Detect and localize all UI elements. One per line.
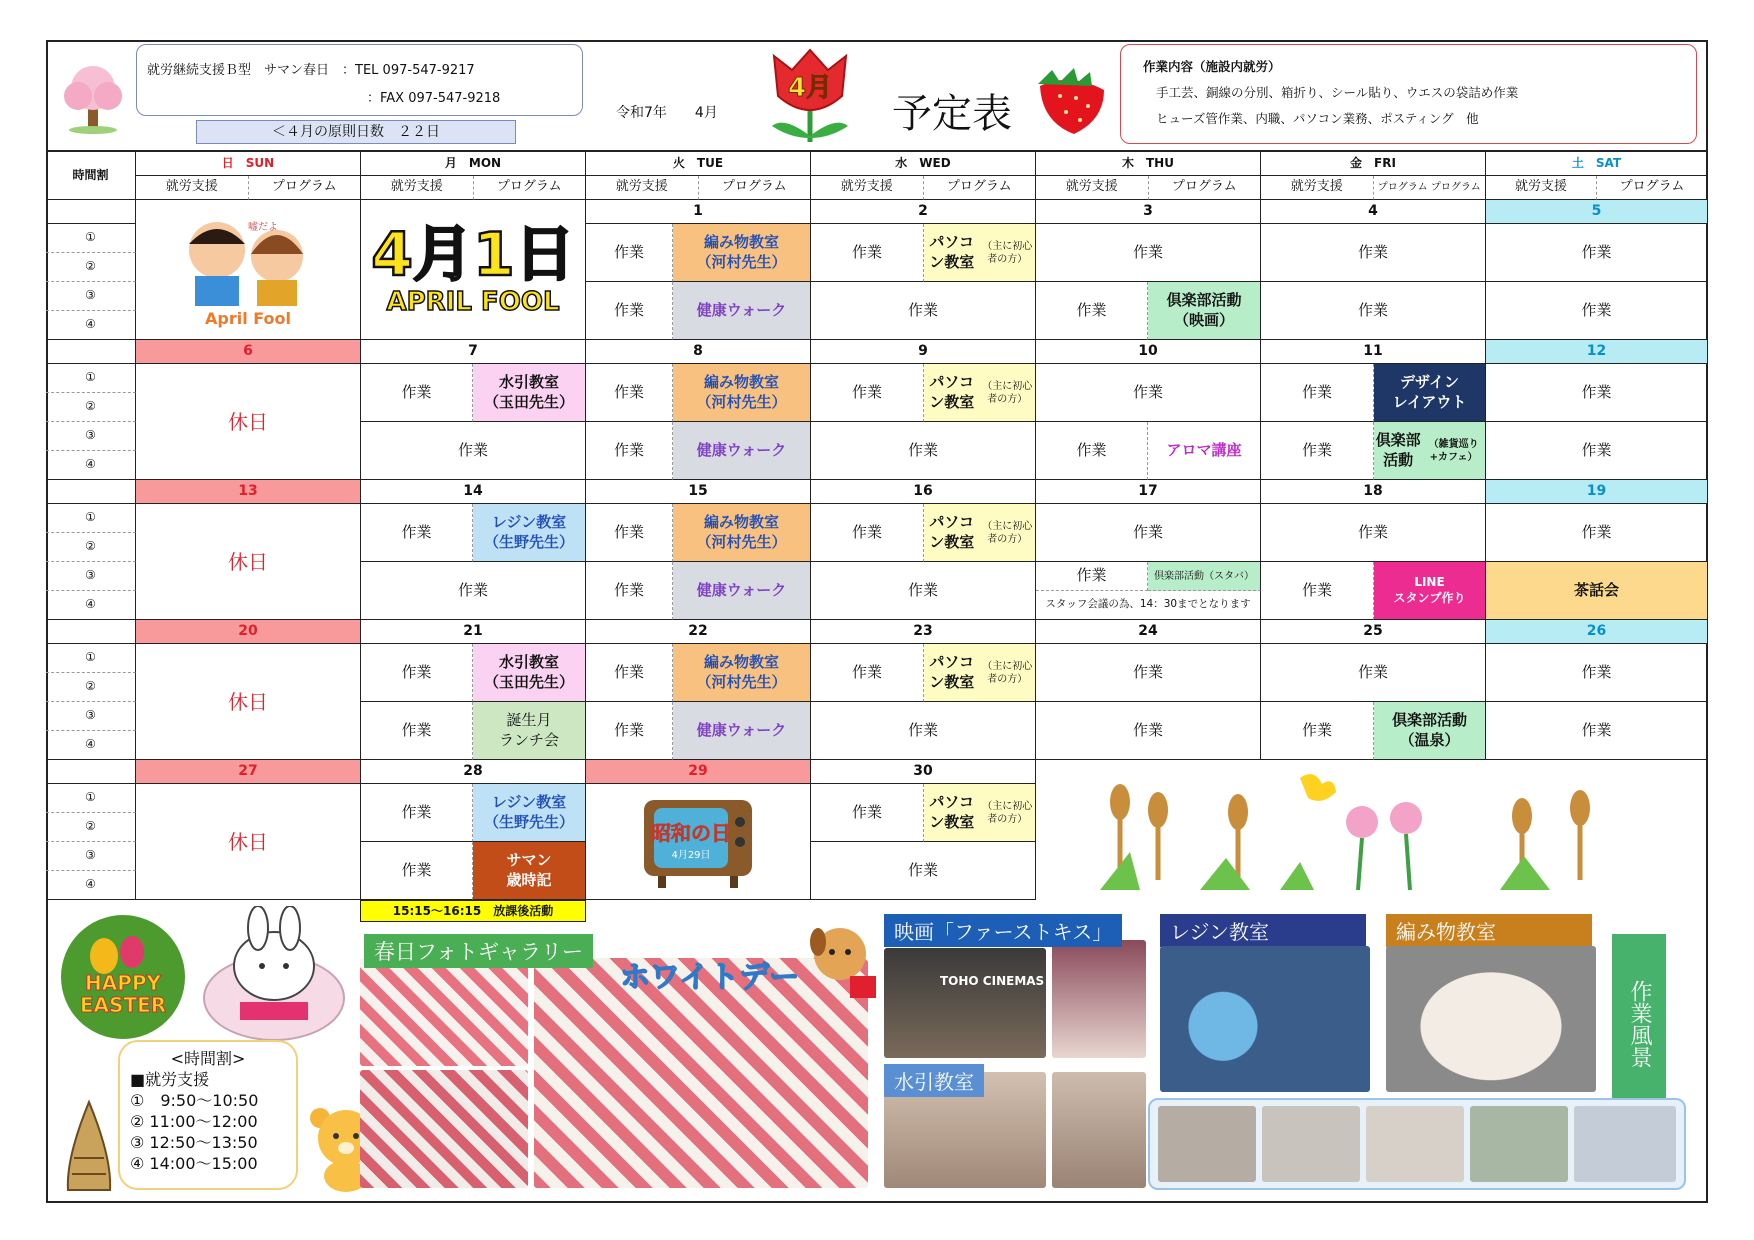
facility-name: 就労継続支援Ｂ型 サマン春日 ：TEL 097-547-9217 — [147, 63, 475, 78]
strawberry-icon — [1030, 64, 1114, 136]
work-days-count: ＜４月の原則日数 ２２日 — [196, 120, 516, 144]
after-school-activity: 15:15～16:15 放課後活動 — [360, 900, 586, 922]
spring-flowers-illustration — [1100, 772, 1620, 900]
svg-text:嘘だよ: 嘘だよ — [248, 221, 278, 233]
tue-work: 作業 — [586, 504, 673, 562]
photo-mizuhiki-2 — [1052, 1072, 1146, 1188]
mon-work: 作業 — [361, 504, 473, 562]
date-cell: 1 — [586, 200, 811, 224]
thu-work: 作業 — [1036, 224, 1261, 282]
design-layout: デザイン レイアウト — [1374, 364, 1486, 422]
tue-work: 作業 — [586, 282, 673, 340]
tulip-icon — [764, 46, 856, 144]
day-header-3: 水 WED — [811, 152, 1036, 176]
date-cell: 5 — [1486, 200, 1708, 224]
sat-work: 作業 — [1486, 504, 1708, 562]
showa-day-illustration — [586, 784, 811, 900]
health-walk: 健康ウォーク — [673, 422, 811, 480]
date-cell: 17 — [1036, 480, 1261, 504]
sub-header-a-0: 就労支援 — [136, 176, 249, 200]
holiday-cell: 休日 — [136, 364, 361, 480]
period-label: ④ — [46, 451, 136, 480]
sub-header-b-5: プログラム プログラム — [1374, 176, 1487, 200]
date-cell: 3 — [1036, 200, 1261, 224]
tue-work: 作業 — [586, 562, 673, 620]
staff-meeting-note: スタッフ会議の為、14：30までとなります — [1036, 591, 1261, 620]
sub-header-b-1: プログラム — [474, 176, 587, 200]
period-label: ③ — [46, 282, 136, 311]
fri-work: 作業 — [1261, 364, 1374, 422]
wed-work: 作業 — [811, 422, 1036, 480]
holiday-cell: 休日 — [136, 504, 361, 620]
dog-gift-icon — [804, 922, 880, 1002]
sat-work: 作業 — [1486, 702, 1708, 760]
period-label: ① — [46, 784, 136, 813]
date-cell: 16 — [811, 480, 1036, 504]
date-cell: 11 — [1261, 340, 1486, 364]
thu-work: 作業 — [1036, 702, 1261, 760]
sub-header-b-4: プログラム — [1149, 176, 1262, 200]
april-fool-title: 4月1日 APRIL FOOL — [361, 200, 586, 340]
period-label: ④ — [46, 871, 136, 900]
wed-work: 作業 — [811, 644, 924, 702]
timetable-period-1: ① 9:50～10:50 — [130, 1091, 259, 1110]
period-label: ① — [46, 504, 136, 533]
wed-work: 作業 — [811, 784, 924, 842]
day-header-0: 日 SUN — [136, 152, 361, 176]
happy-easter-icon — [58, 912, 188, 1042]
thu-work: 作業 — [1036, 422, 1148, 480]
knit-class: 編み物教室 （河村先生） — [673, 504, 811, 562]
fri-work: 作業 — [1261, 562, 1374, 620]
sub-header-b-3: プログラム — [924, 176, 1037, 200]
facility-fax: ：FAX 097-547-9218 — [367, 91, 501, 106]
date-cell: 25 — [1261, 620, 1486, 644]
photo-work-5 — [1574, 1106, 1676, 1182]
rabbit-egg-icon — [200, 906, 348, 1042]
tue-work: 作業 — [586, 644, 673, 702]
date-cell: 20 — [136, 620, 361, 644]
period-label: ③ — [46, 842, 136, 871]
aroma-class: アロマ講座 — [1148, 422, 1261, 480]
photo-work-3 — [1366, 1106, 1464, 1182]
era-month: 令和7年 4月 — [616, 105, 718, 121]
timetable-title: <時間割> — [170, 1049, 246, 1068]
period-label: ② — [46, 253, 136, 282]
resin-class: レジン教室 （生野先生） — [473, 784, 586, 842]
birthday-lunch: 誕生月 ランチ会 — [473, 702, 586, 760]
date-cell: 21 — [361, 620, 586, 644]
date-cell: 6 — [136, 340, 361, 364]
fri-work: 作業 — [1261, 422, 1374, 480]
date-cell: 29 — [586, 760, 811, 784]
white-day-label: ホワイトデー — [620, 960, 800, 995]
club-movie: 倶楽部活動 （映画） — [1148, 282, 1261, 340]
period-label: ② — [46, 673, 136, 702]
date-cell: 15 — [586, 480, 811, 504]
movie-label: 映画「ファーストキス」 — [884, 914, 1122, 947]
work-scene-label: 作業風景 — [1612, 934, 1666, 1114]
sat-work: 作業 — [1486, 224, 1708, 282]
date-cell: 10 — [1036, 340, 1261, 364]
pc-class: パソコン教室 （主に初心者の方） — [924, 504, 1036, 562]
pc-class: パソコン教室 （主に初心者の方） — [924, 364, 1036, 422]
day-header-6: 土 SAT — [1486, 152, 1708, 176]
mon-work: 作業 — [361, 784, 473, 842]
tea-party: 茶話会 — [1486, 562, 1708, 620]
work-content-line1: 手工芸、銅線の分別、箱折り、シール貼り、ウエスの袋詰め作業 — [1156, 85, 1519, 100]
thu-work: 作業 — [1036, 644, 1261, 702]
fri-work: 作業 — [1261, 224, 1486, 282]
period-label: ④ — [46, 311, 136, 340]
thu-work: 作業 — [1036, 504, 1261, 562]
svg-text:EASTER: EASTER — [79, 993, 167, 1017]
sat-work: 作業 — [1486, 364, 1708, 422]
mon-work: 作業 — [361, 562, 586, 620]
photo-whiteday-2 — [360, 1070, 528, 1188]
tue-work: 作業 — [586, 422, 673, 480]
date-cell: 9 — [811, 340, 1036, 364]
knit-class: 編み物教室 （河村先生） — [673, 364, 811, 422]
date-cell: 7 — [361, 340, 586, 364]
period-label: ② — [46, 393, 136, 422]
week-number-blank-1 — [46, 340, 136, 364]
date-cell: 14 — [361, 480, 586, 504]
health-walk: 健康ウォーク — [673, 562, 811, 620]
date-cell: 12 — [1486, 340, 1708, 364]
day-header-4: 木 THU — [1036, 152, 1261, 176]
resin-label: レジン教室 — [1160, 914, 1366, 947]
bamboo-shoot-icon — [60, 1098, 118, 1198]
wed-work: 作業 — [811, 224, 924, 282]
sub-header-a-5: 就労支援 — [1261, 176, 1374, 200]
sub-header-a-6: 就労支援 — [1486, 176, 1597, 200]
period-label: ② — [46, 813, 136, 842]
work-content-line2: ヒューズ管作業、内職、パソコン業務、ポスティング 他 — [1156, 111, 1479, 126]
fri-work: 作業 — [1261, 702, 1374, 760]
period-label: ③ — [46, 702, 136, 731]
holiday-cell: 休日 — [136, 644, 361, 760]
pc-class: パソコン教室 （主に初心者の方） — [924, 784, 1036, 842]
tue-work: 作業 — [586, 364, 673, 422]
wed-work: 作業 — [811, 364, 924, 422]
period-label: ① — [46, 644, 136, 673]
mizuhiki-class: 水引教室 （玉田先生） — [473, 364, 586, 422]
date-cell: 23 — [811, 620, 1036, 644]
mizuhiki-class: 水引教室 （玉田先生） — [473, 644, 586, 702]
april-fool-illustration — [136, 200, 361, 340]
health-walk: 健康ウォーク — [673, 702, 811, 760]
date-cell: 27 — [136, 760, 361, 784]
timetable-period-2: ② 11:00～12:00 — [130, 1112, 258, 1131]
line-stamp: LINE スタンプ作り — [1374, 562, 1486, 620]
timetable-header: 時間割 — [46, 152, 136, 200]
sub-header-b-6: プログラム — [1597, 176, 1708, 200]
work-content-box — [1120, 44, 1697, 144]
tue-work: 作業 — [586, 224, 673, 282]
photo-movie-poster — [1052, 940, 1146, 1058]
week-number-blank-2 — [46, 480, 136, 504]
wed-work: 作業 — [811, 702, 1036, 760]
wed-work: 作業 — [811, 282, 1036, 340]
fri-work: 作業 — [1261, 504, 1486, 562]
svg-text:April Fool: April Fool — [204, 308, 292, 328]
sub-header-a-3: 就労支援 — [811, 176, 924, 200]
cherry-tree-icon — [56, 60, 130, 134]
date-cell: 22 — [586, 620, 811, 644]
date-cell: 24 — [1036, 620, 1261, 644]
svg-text:昭和の日: 昭和の日 — [651, 820, 731, 845]
date-cell: 4 — [1261, 200, 1486, 224]
sat-work: 作業 — [1486, 282, 1708, 340]
photo-work-2 — [1262, 1106, 1360, 1182]
date-cell: 28 — [361, 760, 586, 784]
holiday-cell: 休日 — [136, 784, 361, 900]
wed-work: 作業 — [811, 842, 1036, 900]
mon-work: 作業 — [361, 702, 473, 760]
sub-header-a-1: 就労支援 — [361, 176, 474, 200]
timetable-box — [118, 1040, 298, 1190]
sub-header-b-2: プログラム — [699, 176, 812, 200]
timetable-period-3: ③ 12:50～13:50 — [130, 1133, 258, 1152]
date-cell: 26 — [1486, 620, 1708, 644]
pc-class: パソコン教室 （主に初心者の方） — [924, 224, 1036, 282]
knit-class: 編み物教室 （河村先生） — [673, 224, 811, 282]
period-label: ① — [46, 364, 136, 393]
period-label: ② — [46, 533, 136, 562]
tue-work: 作業 — [586, 702, 673, 760]
pc-class: パソコン教室 （主に初心者の方） — [924, 644, 1036, 702]
svg-text:4月29日: 4月29日 — [671, 849, 711, 861]
week-number-blank-4 — [46, 760, 136, 784]
week-number-blank-3 — [46, 620, 136, 644]
cinema-sign: TOHO CINEMAS — [940, 974, 1045, 988]
fri-work: 作業 — [1261, 282, 1486, 340]
facility-info-box — [136, 44, 583, 116]
wed-work: 作業 — [811, 562, 1036, 620]
week-number-blank-0 — [46, 200, 136, 224]
period-label: ④ — [46, 731, 136, 760]
fri-work: 作業 — [1261, 644, 1486, 702]
photo-movie-theater — [884, 948, 1046, 1058]
sub-header-a-4: 就労支援 — [1036, 176, 1149, 200]
thu-work: 作業 — [1036, 562, 1148, 591]
knit-class: 編み物教室 （河村先生） — [673, 644, 811, 702]
day-header-1: 月 MON — [361, 152, 586, 176]
knit-label: 編み物教室 — [1386, 914, 1592, 947]
date-cell: 30 — [811, 760, 1036, 784]
sat-work: 作業 — [1486, 422, 1708, 480]
mon-work: 作業 — [361, 644, 473, 702]
date-cell: 18 — [1261, 480, 1486, 504]
mon-work: 作業 — [361, 364, 473, 422]
sub-header-a-2: 就労支援 — [586, 176, 699, 200]
photo-work-1 — [1158, 1106, 1256, 1182]
health-walk: 健康ウォーク — [673, 282, 811, 340]
photo-work-4 — [1470, 1106, 1568, 1182]
page-title: 予定表 — [892, 91, 1012, 137]
work-content-title: 作業内容（施設内就労） — [1143, 59, 1281, 74]
photo-gallery-label: 春日フォトギャラリー — [364, 934, 593, 968]
photo-whiteday-1 — [360, 958, 528, 1066]
month-badge: 4月 — [787, 73, 833, 103]
period-label: ④ — [46, 591, 136, 620]
sub-header-b-0: プログラム — [249, 176, 362, 200]
day-header-5: 金 FRI — [1261, 152, 1486, 176]
sat-work: 作業 — [1486, 644, 1708, 702]
saman-saijiki: サマン 歳時記 — [473, 842, 586, 900]
date-cell: 8 — [586, 340, 811, 364]
day-header-2: 火 TUE — [586, 152, 811, 176]
wed-work: 作業 — [811, 504, 924, 562]
mon-work: 作業 — [361, 422, 586, 480]
timetable-period-4: ④ 14:00～15:00 — [130, 1154, 258, 1173]
club-onsen: 倶楽部活動 （温泉） — [1374, 702, 1486, 760]
period-label: ③ — [46, 422, 136, 451]
thu-work: 作業 — [1036, 364, 1261, 422]
period-label: ③ — [46, 562, 136, 591]
date-cell: 2 — [811, 200, 1036, 224]
photo-knit — [1386, 946, 1596, 1092]
thu-work: 作業 — [1036, 282, 1148, 340]
period-label: ① — [46, 224, 136, 253]
date-cell: 19 — [1486, 480, 1708, 504]
club-staba: 倶楽部活動（スタバ） — [1148, 562, 1261, 591]
timetable-subtitle: ■就労支援 — [130, 1070, 210, 1089]
photo-resin — [1160, 946, 1370, 1092]
club-cafe: 倶楽部活動 （雑貨巡り+カフェ） — [1374, 422, 1486, 480]
mizuhiki-label: 水引教室 — [884, 1064, 984, 1097]
svg-text:HAPPY: HAPPY — [84, 971, 162, 995]
resin-class: レジン教室 （生野先生） — [473, 504, 586, 562]
date-cell: 13 — [136, 480, 361, 504]
mon-work: 作業 — [361, 842, 473, 900]
